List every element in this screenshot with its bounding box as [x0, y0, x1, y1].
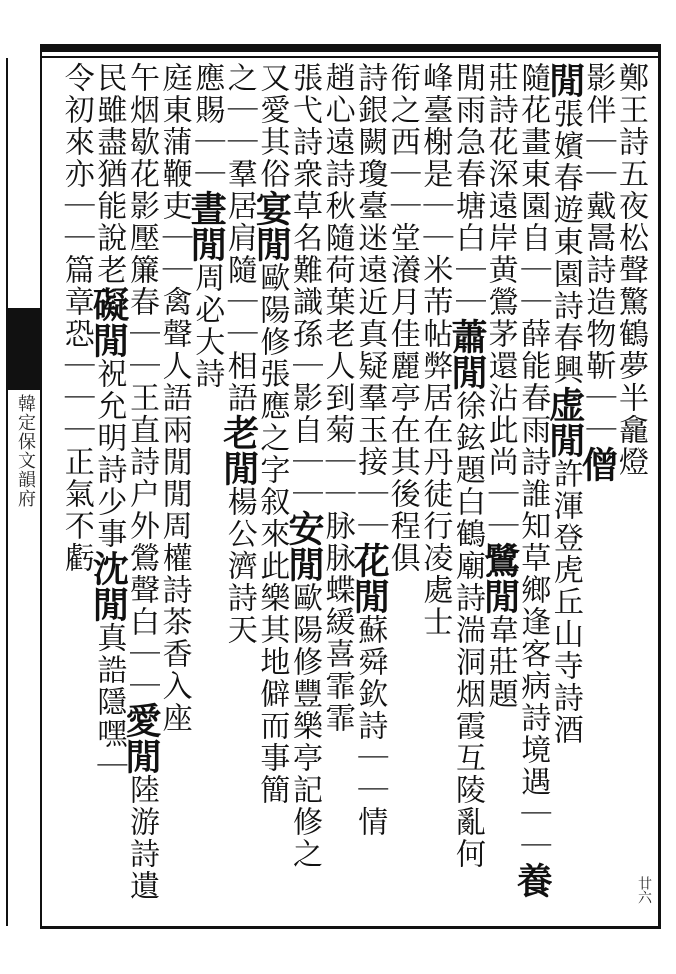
text-column: [417, 62, 453, 922]
text-column: [321, 62, 353, 922]
headword: 虚閒: [543, 386, 586, 458]
column-text: 衔之西｜｜堂瀁月佳麗亭在其後程俱: [384, 62, 420, 574]
headword: 宴閒: [250, 190, 293, 262]
text-column: [158, 62, 190, 922]
column-text: 之｜｜: [221, 62, 257, 158]
column-text: 徐鉉題白鶴廟詩湍洞烟霞互陵亂何: [450, 390, 485, 870]
frame-top-thin-rule: [40, 56, 660, 58]
column-text: 茅還沾此尚｜｜: [482, 318, 518, 542]
column-text: 令初來亦｜｜: [58, 62, 94, 254]
headword: 花閒: [348, 542, 391, 614]
text-column: [283, 62, 325, 922]
text-column: [60, 62, 92, 922]
text-column: [614, 62, 646, 922]
text-column: [120, 62, 162, 922]
column-text: 閒雨急春塘白｜｜: [450, 62, 485, 318]
gutter-rule: [6, 58, 8, 926]
column-text: 影伴｜｜戴暠詩造物靳｜｜: [580, 62, 616, 446]
column-text: 張嬪春遊東園詩春興: [547, 98, 583, 386]
text-column: [446, 62, 488, 922]
frame-right-rule: [658, 44, 661, 929]
column-text: 鄭王詩五夜松聲驚鶴夢半龕燈: [613, 62, 648, 478]
text-column: [576, 62, 619, 922]
headword: 鷺閒: [478, 542, 521, 614]
fishtail-block: [8, 308, 40, 390]
column-text: 凌處士: [417, 542, 453, 638]
column-text: 莊詩花深遠岸黄鶯: [482, 62, 518, 318]
column-text: 民雖盡猶能說老: [91, 62, 127, 286]
headword: 沈閒: [87, 550, 130, 622]
text-column: [185, 62, 228, 922]
column-text: 羣居肩隨｜｜相語: [221, 158, 257, 414]
text-column: [543, 62, 586, 922]
column-text: 應賜｜｜: [189, 62, 225, 190]
column-text: 周必大詩: [189, 262, 225, 390]
headword: 愛閒: [120, 702, 162, 774]
text-column: [511, 62, 554, 922]
text-column: [87, 62, 130, 922]
gutter-title: 韓定保文韻府: [15, 394, 36, 508]
column-text: 歐陽修豐樂亭記修之: [287, 582, 322, 870]
headword: 僧: [576, 446, 619, 482]
column-text: 楊公濟詩天: [221, 486, 257, 646]
gutter: [6, 58, 40, 926]
headword: 晝閒: [185, 190, 228, 262]
text-column: [250, 62, 293, 922]
column-text: 陸游詩遺: [124, 774, 159, 902]
frame-left-rule: [40, 44, 42, 929]
column-text: 真誥隱嘿｜: [91, 622, 127, 782]
column-text: 鄉逢客病詩境遇｜｜: [515, 574, 551, 862]
column-text: 篇章恐｜｜: [58, 254, 94, 414]
column-text: 午烟歇花影壓簾春｜｜王直詩户外鶯聲白｜｜: [124, 62, 159, 702]
column-text: 庭東蒲鞭吏｜｜禽聲人語兩閒閒周權詩茶香入座: [156, 62, 192, 734]
text-column: [348, 62, 391, 922]
headword: 閒: [543, 62, 586, 98]
frame-top-rule: [40, 44, 660, 52]
column-text: 歐陽修張應之字叙: [254, 262, 290, 518]
column-text: 薛能春雨詩誰知草: [515, 318, 551, 574]
column-text: 隨花畫東園自｜｜: [515, 62, 551, 318]
headword: 養: [511, 862, 554, 898]
column-text: 詩銀闕瓊臺迷遠近真疑羣玉接｜｜: [352, 62, 388, 542]
column-text: 蘇舜欽詩｜｜情: [352, 614, 388, 838]
text-column: [386, 62, 418, 922]
column-text: ｜正氣不虧: [58, 414, 94, 574]
column-text: 祝允明詩少事: [91, 358, 127, 550]
text-column: [478, 62, 521, 922]
headword: 安閒: [283, 510, 325, 582]
column-text: 許渾登虎丘山寺詩酒: [547, 458, 583, 746]
headword: 礙閒: [87, 286, 130, 358]
headword: 老閒: [217, 414, 260, 486]
column-text: 脉脉蝶緩喜霏霏: [319, 510, 355, 734]
frame-bottom-rule: [40, 926, 660, 929]
column-text: 趙心遠詩秋隨荷葉老人到菊｜｜: [319, 62, 355, 510]
column-text: 來此樂其地僻而事簡: [254, 518, 290, 806]
column-text: 又愛其俗: [254, 62, 290, 190]
headword: 蕭閒: [446, 318, 488, 390]
column-text: 韋莊題: [482, 614, 518, 710]
column-text: 張弋詩衆草名難識孫｜影自｜｜: [287, 62, 322, 510]
page-number: 廿六: [636, 876, 652, 904]
text-column: [217, 62, 260, 922]
column-text: 峰臺榭是｜｜米芾帖弊居在丹徒行: [417, 62, 453, 542]
